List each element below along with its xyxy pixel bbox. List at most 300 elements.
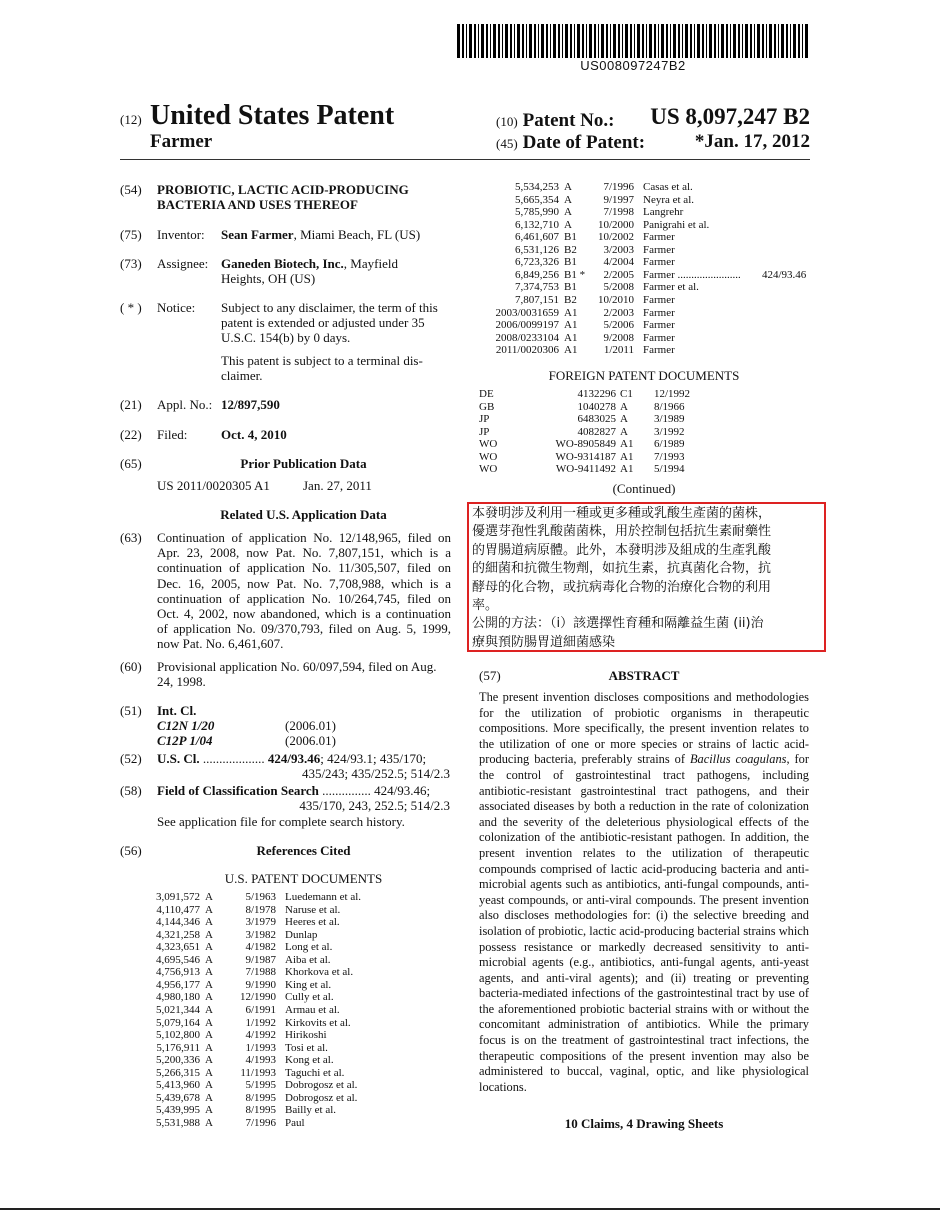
us-ref-inventor: Heeres et al. (285, 916, 340, 929)
foreign-ref-country: JP (479, 425, 490, 438)
field-code: (58) (120, 783, 142, 798)
terminal-disclaimer-1: This patent is subject to a terminal dis- (221, 353, 423, 368)
us-ref-right-date: 5/2006 (603, 319, 634, 332)
continued-label: (Continued) (612, 481, 676, 496)
us-ref-kind: A (205, 903, 213, 916)
barcode-bar (757, 24, 760, 58)
us-ref-inventor: Naruse et al. (285, 903, 341, 916)
foreign-ref-date: 8/1966 (654, 400, 685, 413)
appl-code: (21) (120, 397, 142, 412)
related-line: Continuation of application No. 12/148,965, filed on (157, 530, 451, 545)
field-line-2: 435/170, 243, 252.5; 514/2.3 (299, 798, 450, 813)
us-ref-number: 4,980,180 (156, 991, 200, 1004)
barcode-bar (694, 24, 695, 58)
us-ref-right-kind: A (564, 218, 572, 231)
barcode-bar (469, 24, 472, 58)
page-bottom-rule (0, 1208, 940, 1210)
us-ref-kind: A (205, 1116, 213, 1129)
claims-summary: 10 Claims, 4 Drawing Sheets (564, 1116, 724, 1131)
appl-number: 12/897,590 (221, 397, 280, 412)
us-ref-number: 4,756,913 (156, 966, 200, 979)
foreign-ref-kind: A (620, 413, 628, 426)
foreign-ref-country: JP (479, 413, 490, 426)
barcode-bar (646, 24, 647, 58)
barcode-bar (670, 24, 671, 58)
barcode-bar (790, 24, 791, 58)
barcode-bar (589, 24, 592, 58)
us-ref-date: 1/1992 (245, 1016, 276, 1029)
related-text (157, 530, 451, 652)
barcode-bar (630, 24, 632, 58)
barcode-bar (642, 24, 644, 58)
notice-label: Notice: (157, 300, 196, 315)
barcode-bar (538, 24, 539, 58)
us-ref-number: 5,439,678 (156, 1091, 200, 1104)
us-ref-right-number: 6,132,710 (515, 218, 559, 231)
us-ref-kind: A (205, 891, 213, 903)
barcode-bar (721, 24, 724, 58)
us-ref-right-kind: B1 (564, 281, 577, 294)
us-ref-right-inventor: Panigrahi et al. (643, 218, 710, 231)
foreign-heading: FOREIGN PATENT DOCUMENTS (548, 368, 740, 383)
chinese-line: 率。 (472, 598, 499, 614)
barcode-bar (697, 24, 700, 58)
appl-label: Appl. No.: (157, 397, 213, 412)
us-ref-right-date: 2/2003 (603, 306, 634, 319)
us-ref-right-date: 4/2004 (603, 256, 634, 269)
us-ref-right-number: 5,534,253 (515, 181, 559, 193)
us-ref-right-kind: B1 * (564, 268, 586, 281)
us-ref-right-date: 7/1996 (603, 181, 634, 193)
us-ref-kind: A (205, 1079, 213, 1092)
barcode-bar (582, 24, 584, 58)
foreign-ref-kind: A (620, 425, 628, 438)
uscl-dots: ................... (202, 751, 265, 766)
abstract-part-1: The present invention discloses compositions and methodologies for the utilization of probiotic organisms in therapeutic compositions. More specifically, the present invention relates to the utilization of one or more species or strains of lactic acid-producing bacteria, preferably strains of (479, 690, 809, 767)
us-ref-right-date: 9/1997 (603, 193, 634, 206)
us-ref-right-number: 2008/0233104 (495, 331, 559, 344)
barcode (457, 24, 809, 58)
us-ref-right-inventor: Farmer (643, 344, 675, 357)
us-ref-date: 4/1993 (245, 1054, 276, 1067)
assignee-label: Assignee: (157, 256, 209, 271)
barcode-bar (502, 24, 503, 58)
us-ref-date: 8/1978 (245, 903, 276, 916)
us-ref-right-number: 5,785,990 (515, 206, 559, 219)
provisional-line-2: 24, 1998. (157, 674, 206, 689)
notice-line-2: patent is extended or adjusted under 35 (221, 315, 425, 330)
us-ref-right-inventor: Farmer (643, 231, 675, 244)
abstract-code: (57) (479, 668, 501, 683)
us-ref-inventor: Cully et al. (285, 991, 334, 1004)
invention-title-1: PROBIOTIC, LACTIC ACID-PRODUCING (157, 182, 409, 197)
us-ref-right-date: 10/2002 (597, 231, 634, 244)
barcode-bar (601, 24, 604, 58)
barcode-bar (781, 24, 784, 58)
us-ref-kind: A (205, 1066, 213, 1079)
barcode-bar (510, 24, 512, 58)
barcode-bar (594, 24, 596, 58)
field-value-1: 424/93.46; (374, 783, 431, 798)
intcl-date-1: (2006.01) (285, 718, 336, 733)
inventor-value (221, 227, 420, 242)
barcode-bar (618, 24, 620, 58)
foreign-ref-number: WO-9411492 (555, 463, 616, 476)
us-ref-right-inventor: Farmer et al. (643, 281, 699, 294)
us-ref-right-inventor: Casas et al. (643, 181, 693, 193)
us-ref-number: 5,102,800 (156, 1029, 200, 1042)
foreign-ref-country: DE (479, 388, 494, 400)
patent-no-label (496, 110, 614, 132)
barcode-bar (570, 24, 572, 58)
us-ref-right-date: 2/2005 (603, 268, 634, 281)
chinese-line: 的胃腸道病原體。此外，本發明涉及組成的生產乳酸 (472, 542, 772, 558)
uscl-main: 424/93.46 (267, 751, 321, 766)
foreign-ref-country: WO (479, 438, 498, 451)
assignee-code: (73) (120, 256, 142, 271)
barcode-bar (490, 24, 491, 58)
filed-code: (22) (120, 427, 142, 442)
barcode-bar (718, 24, 719, 58)
assignee-value (221, 256, 398, 271)
us-ref-right-number: 2006/0099197 (495, 319, 559, 332)
us-ref-right-kind: B1 (564, 256, 577, 269)
barcode-bar (558, 24, 560, 58)
inventor-surname: Farmer (150, 131, 213, 152)
barcode-bar (553, 24, 556, 58)
us-ref-kind: A (205, 978, 213, 991)
us-ref-right-kind: B2 (564, 243, 577, 256)
barcode-bar (514, 24, 515, 58)
us-ref-inventor: Tosi et al. (285, 1041, 328, 1054)
us-ref-date: 7/1988 (245, 966, 276, 979)
us-ref-right-inventor: Farmer (643, 319, 675, 332)
us-ref-number: 4,144,346 (156, 916, 200, 929)
notice-line-3: U.S.C. 154(b) by 0 days. (221, 330, 351, 345)
us-ref-date: 11/1993 (240, 1066, 276, 1079)
foreign-ref-number: 4082827 (577, 425, 616, 438)
foreign-ref-kind: A1 (620, 450, 634, 463)
filed-label: Filed: (157, 427, 188, 442)
us-ref-right-date: 3/2003 (603, 243, 634, 256)
foreign-ref-date: 12/1992 (654, 388, 691, 400)
us-ref-inventor: Long et al. (285, 941, 333, 954)
us-ref-kind: A (205, 966, 213, 979)
header-rule (120, 159, 810, 160)
us-ref-right-inventor: Farmer (643, 256, 675, 269)
uscl-rest: ; 424/93.1; 435/170; (320, 751, 427, 766)
foreign-ref-country: GB (479, 400, 495, 413)
barcode-bar (565, 24, 568, 58)
barcode-bar (802, 24, 803, 58)
us-ref-right-kind: A1 (564, 306, 578, 319)
barcode-bar (786, 24, 788, 58)
related-code: (63) (120, 530, 142, 545)
barcode-bar (598, 24, 599, 58)
us-ref-right-number: 2011/0020306 (495, 344, 559, 357)
prior-pub-number: US 2011/0020305 A1 (157, 478, 270, 493)
us-ref-date: 6/1991 (245, 1003, 276, 1016)
barcode-bar (769, 24, 772, 58)
barcode-bar (690, 24, 692, 58)
us-ref-right-number: 7,807,151 (515, 293, 559, 306)
barcode-bar (534, 24, 536, 58)
us-ref-inventor: Bailly et al. (285, 1104, 337, 1117)
us-ref-right-kind: B2 (564, 293, 577, 306)
chinese-line: 療與預防腸胃道細菌感染 (472, 634, 616, 650)
barcode-bar (678, 24, 680, 58)
foreign-ref-kind: C1 (620, 388, 633, 400)
barcode-bar (673, 24, 676, 58)
us-ref-date: 8/1995 (245, 1091, 276, 1104)
invention-title-2: BACTERIA AND USES THEREOF (157, 197, 358, 212)
intcl-class-1: C12N 1/20 (157, 718, 215, 733)
related-heading: Related U.S. Application Data (220, 507, 387, 522)
barcode-bar (649, 24, 652, 58)
us-ref-kind: A (205, 1104, 213, 1117)
barcode-bar (778, 24, 779, 58)
us-ref-date: 5/1963 (245, 891, 276, 903)
us-ref-inventor: Paul (285, 1116, 305, 1129)
us-ref-kind: A (205, 928, 213, 941)
us-ref-date: 3/1982 (245, 928, 276, 941)
related-line: now Pat. No. 6,461,607. (157, 636, 284, 652)
barcode-bar (658, 24, 659, 58)
us-ref-date: 12/1990 (239, 991, 276, 1004)
us-ref-kind: A (205, 1041, 213, 1054)
barcode-bar (774, 24, 776, 58)
us-ref-right-inventor: Farmer (643, 293, 675, 306)
chinese-line: 公開的方法：（i）該選擇性育種和隔離益生菌 (ii)治 (472, 616, 764, 632)
us-ref-date: 9/1987 (245, 953, 276, 966)
us-ref-right-kind: B1 (564, 231, 577, 244)
us-ref-date: 5/1995 (245, 1079, 276, 1092)
prior-pub-code: (65) (120, 456, 142, 471)
inventor-name: Sean Farmer (221, 227, 294, 242)
us-ref-right-inventor: Farmer ....................... (643, 268, 741, 281)
us-ref-date: 3/1979 (245, 916, 276, 929)
barcode-bar (738, 24, 740, 58)
foreign-ref-country: WO (479, 463, 498, 476)
barcode-bar (754, 24, 755, 58)
chinese-line: 的細菌和抗微生物劑，如抗生素，抗真菌化合物，抗 (472, 561, 772, 577)
chinese-line: 本發明涉及利用一種或更多種或乳酸生產菌的菌株， (472, 506, 772, 521)
us-ref-right-number: 5,665,354 (515, 193, 559, 206)
barcode-bar (526, 24, 527, 58)
foreign-ref-date: 7/1993 (654, 450, 685, 463)
barcode-bar (498, 24, 500, 58)
related-line: Oct. 4, 2002, now abandoned, which is a continuation (157, 606, 451, 622)
barcode-bar (457, 24, 460, 58)
field-dots: ............... (322, 783, 371, 798)
barcode-bar (522, 24, 524, 58)
foreign-ref-kind: A (620, 400, 628, 413)
barcode-bar (622, 24, 623, 58)
barcode-bar (613, 24, 616, 58)
us-ref-inventor: Aiba et al. (285, 953, 331, 966)
barcode-bar (481, 24, 484, 58)
related-line: Apr. 23, 2008, now Pat. No. 7,807,151, which is a (157, 545, 451, 561)
us-ref-right-inventor: Neyra et al. (643, 193, 694, 206)
chinese-translation-box (467, 502, 826, 652)
us-ref-inventor: Armau et al. (285, 1003, 340, 1016)
uscl-line-2: 435/243; 435/252.5; 514/2.3 (301, 766, 450, 781)
barcode-bar (793, 24, 796, 58)
intcl-code: (51) (120, 703, 142, 718)
us-ref-right-date: 10/2010 (597, 293, 634, 306)
barcode-bar (541, 24, 544, 58)
barcode-bar (666, 24, 668, 58)
related-line: Dec. 16, 2005, now Pat. No. 7,708,988, which is a (157, 575, 451, 591)
field-line-1 (157, 783, 430, 798)
abstract-heading: ABSTRACT (608, 668, 680, 683)
us-ref-date: 1/1993 (245, 1041, 276, 1054)
barcode-bar (654, 24, 656, 58)
barcode-bar (766, 24, 767, 58)
barcode-bar (550, 24, 551, 58)
foreign-ref-number: 6483025 (577, 413, 616, 426)
barcode-bar (625, 24, 628, 58)
us-ref-right-kind: A1 (564, 319, 578, 332)
intcl-label: Int. Cl. (157, 703, 197, 718)
barcode-bar (610, 24, 611, 58)
us-ref-number: 5,531,988 (156, 1116, 200, 1129)
assignee-name: Ganeden Biotech, Inc. (221, 256, 344, 271)
us-ref-right-inventor: Farmer (643, 243, 675, 256)
barcode-bar (606, 24, 608, 58)
us-ref-kind: A (205, 1054, 213, 1067)
uscl-code: (52) (120, 751, 142, 766)
intcl-class-2: C12P 1/04 (157, 733, 213, 748)
us-ref-inventor: Hirikoshi (285, 1029, 327, 1042)
us-ref-inventor: Khorkova et al. (285, 966, 354, 979)
notice-code: ( * ) (120, 300, 142, 315)
barcode-bar (750, 24, 752, 58)
field-label: Field of Classification Search (157, 783, 319, 798)
barcode-bar (682, 24, 683, 58)
date-label-text: Date of Patent: (522, 132, 646, 153)
field-line-3: See application file for complete search history. (157, 814, 405, 829)
abstract-body (479, 690, 809, 1095)
title-code: (54) (120, 182, 142, 197)
barcode-bar (709, 24, 712, 58)
us-ref-inventor: Luedemann et al. (285, 891, 362, 903)
barcode-bar (466, 24, 467, 58)
us-ref-date: 9/1990 (245, 978, 276, 991)
us-ref-kind: A (205, 941, 213, 954)
us-ref-date: 4/1982 (245, 941, 276, 954)
us-ref-number: 5,413,960 (156, 1079, 200, 1092)
abstract-species: Bacillus coagulans (689, 752, 787, 767)
us-ref-right-number: 6,849,256 (515, 268, 559, 281)
barcode-bar (637, 24, 640, 58)
us-ref-number: 4,323,651 (156, 941, 200, 954)
us-ref-right-kind: A (564, 181, 572, 193)
us-ref-inventor: King et al. (285, 978, 332, 991)
barcode-bar (745, 24, 748, 58)
patent-date: *Jan. 17, 2012 (694, 131, 810, 152)
us-ref-right-date: 1/2011 (603, 344, 634, 357)
patent-number: US 8,097,247 B2 (650, 104, 810, 129)
us-ref-right-kind: A1 (564, 331, 578, 344)
us-ref-inventor: Kirkovits et al. (285, 1016, 351, 1029)
barcode-bar (493, 24, 496, 58)
barcode-bar (529, 24, 532, 58)
code-45: (45) (496, 136, 518, 151)
barcode-bar (634, 24, 635, 58)
us-ref-inventor: Dobrogosz et al. (285, 1091, 358, 1104)
patent-no-label-text: Patent No.: (522, 110, 615, 131)
us-ref-right-kind: A (564, 193, 572, 206)
foreign-ref-kind: A1 (620, 438, 634, 451)
terminal-disclaimer-2: claimer. (221, 368, 263, 383)
us-ref-right-inventor: Farmer (643, 306, 675, 319)
provisional-code: (60) (120, 659, 142, 674)
chinese-line: 酵母的化合物，或抗病毒化合物的治療化合物的利用 (472, 579, 772, 595)
us-ref-inventor: Dobrogosz et al. (285, 1079, 358, 1092)
refs-code: (56) (120, 843, 142, 858)
foreign-ref-date: 3/1989 (654, 413, 685, 426)
related-line: of application No. 09/370,793, filed on Aug. 5, 1999, (157, 621, 451, 637)
us-ref-number: 5,079,164 (156, 1016, 200, 1029)
foreign-ref-date: 5/1994 (654, 463, 685, 476)
barcode-bar (742, 24, 743, 58)
intcl-date-2: (2006.01) (285, 733, 336, 748)
us-ref-kind: A (205, 1003, 213, 1016)
barcode-bar (685, 24, 688, 58)
notice-line-1: Subject to any disclaimer, the term of this (221, 300, 438, 315)
us-ref-number: 5,176,911 (156, 1041, 200, 1054)
related-line: continuation of application No. 11/305,507, filed on (157, 560, 451, 576)
refs-heading: References Cited (256, 843, 351, 858)
uscl-line-1 (157, 751, 426, 766)
inventor-location: , Miami Beach, FL (US) (293, 227, 421, 242)
us-ref-number: 5,266,315 (156, 1066, 200, 1079)
us-ref-right-date: 9/2008 (603, 331, 634, 344)
prior-pub-date: Jan. 27, 2011 (303, 478, 372, 493)
us-ref-right-number: 7,374,753 (515, 281, 559, 294)
barcode-bar (577, 24, 580, 58)
assignee-location-2: Heights, OH (US) (221, 271, 316, 286)
us-ref-kind: A (205, 953, 213, 966)
inventor-code: (75) (120, 227, 142, 242)
kind-code-12: (12) (120, 112, 142, 127)
foreign-ref-number: WO-9314187 (555, 450, 616, 463)
foreign-ref-date: 6/1989 (654, 438, 685, 451)
barcode-bar (714, 24, 716, 58)
us-ref-inventor: Taguchi et al. (285, 1066, 345, 1079)
barcode-bar (733, 24, 736, 58)
us-ref-right-number: 6,531,126 (515, 243, 559, 256)
chinese-line: 優選芽孢性乳酸菌菌株，用於控制包括抗生素耐藥性 (472, 524, 772, 540)
us-ref-inventor: Dunlap (285, 928, 318, 941)
us-ref-right-date: 10/2000 (597, 218, 634, 231)
barcode-bar (805, 24, 808, 58)
us-ref-kind: A (205, 1091, 213, 1104)
barcode-bar (574, 24, 575, 58)
us-ref-right-date: 5/2008 (603, 281, 634, 294)
foreign-ref-date: 3/1992 (654, 425, 685, 438)
date-label (496, 132, 645, 154)
barcode-bar (762, 24, 764, 58)
us-ref-kind: A (205, 991, 213, 1004)
foreign-ref-number: 4132296 (577, 388, 616, 400)
barcode-bar (486, 24, 488, 58)
us-ref-number: 4,956,177 (156, 978, 200, 991)
barcode-bar (586, 24, 587, 58)
assignee-location-1: , Mayfield (343, 256, 398, 271)
us-ref-date: 7/1996 (245, 1116, 276, 1129)
